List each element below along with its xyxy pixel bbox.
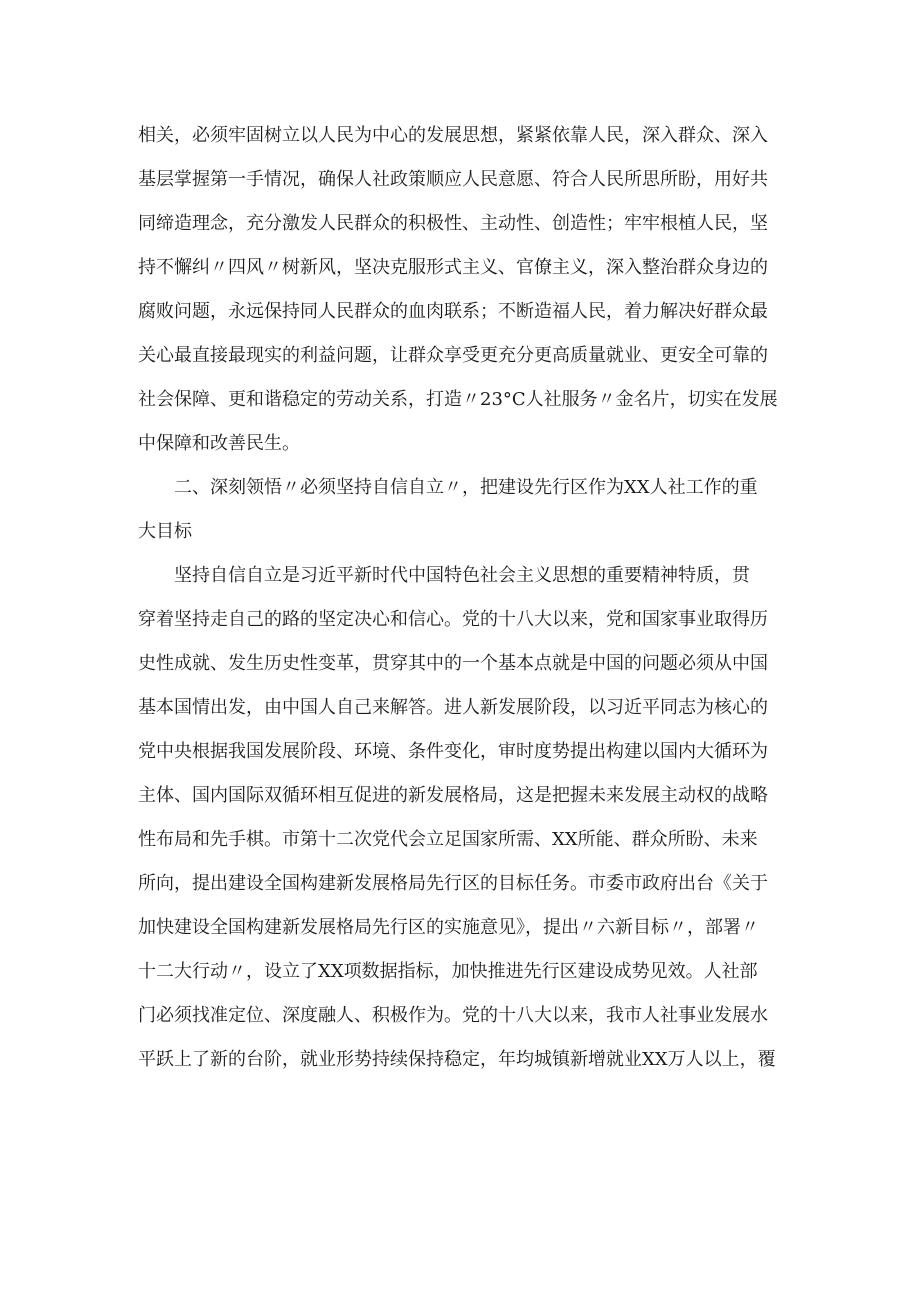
text-line: 相关，必须牢固树立以人民为中心的发展思想，紧紧依靠人民，深入群众、深入 — [138, 125, 768, 146]
text-line: 史性成就、发生历史性变革，贯穿其中的一个基本点就是中国的问题必须从中国 — [138, 653, 768, 674]
text-line: 同缔造理念，充分激发人民群众的积极性、主动性、创造性；牢牢根植人民，坚 — [138, 213, 768, 234]
text-line: 加快建设全国构建新发展格局先行区的实施意见》，提出〃六新目标〃，部署〃 — [138, 917, 759, 938]
text-line: 党中央根据我国发展阶段、环境、条件变化，审时度势提出构建以国内大循环为 — [138, 741, 768, 762]
section-heading-line: 二、深刻领悟〃必须坚持自信自立〃，把建设先行区作为XX人社工作的重 — [174, 477, 758, 498]
text-line: 基本国情出发，由中国人自己来解答。进人新发展阶段，以习近平同志为核心的 — [138, 697, 768, 718]
text-line: 性布局和先手棋。市第十二次党代会立足国家所需、XX所能、群众所盼、未来 — [138, 829, 758, 850]
text-line: 腐败问题，永远保持同人民群众的血肉联系；不断造福人民，着力解决好群众最 — [138, 301, 768, 322]
text-line: 社会保障、更和谐稳定的劳动关系，打造〃23°C人社服务〃金名片，切实在发展 — [138, 389, 778, 410]
text-line: 门必须找准定位、深度融人、积极作为。党的十八大以来，我市人社事业发展水 — [138, 1005, 768, 1026]
text-line: 坚持自信自立是习近平新时代中国特色社会主义思想的重要精神特质，贯 — [174, 565, 750, 586]
text-line: 所向，提出建设全国构建新发展格局先行区的目标任务。市委市政府出台《关于 — [138, 873, 768, 894]
text-line: 主体、国内国际双循环相互促进的新发展格局，这是把握未来发展主动权的战略 — [138, 785, 768, 806]
text-line: 十二大行动〃，设立了XX项数据指标，加快推进先行区建设成势见效。人社部 — [138, 961, 758, 982]
text-line: 穿着坚持走自己的路的坚定决心和信心。党的十八大以来，党和国家事业取得历 — [138, 609, 768, 630]
text-line: 平跃上了新的台阶，就业形势持续保持稳定，年均城镇新增就业XX万人以上，覆 — [138, 1049, 776, 1070]
section-heading-line: 大目标 — [138, 521, 192, 542]
text-line: 基层掌握第一手情况，确保人社政策顺应人民意愿、符合人民所思所盼，用好共 — [138, 169, 768, 190]
text-line: 关心最直接最现实的利益问题，让群众享受更充分更高质量就业、更安全可靠的 — [138, 345, 768, 366]
text-line: 持不懈纠〃四风〃树新风，坚决克服形式主义、官僚主义，深入整治群众身边的 — [138, 257, 768, 278]
text-line: 中保障和改善民生。 — [138, 433, 300, 454]
